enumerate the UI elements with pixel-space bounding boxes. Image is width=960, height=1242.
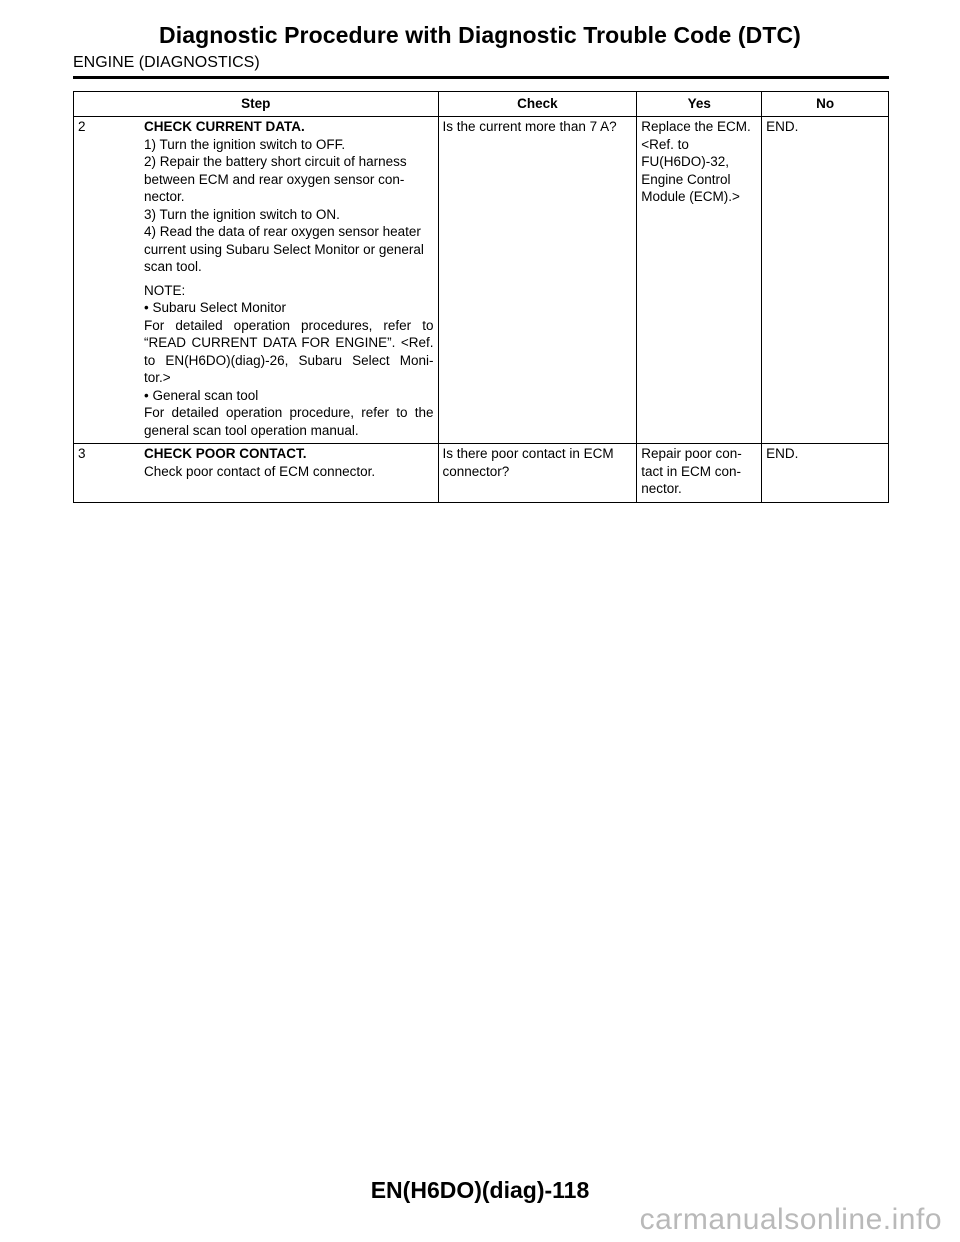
instruction: 4) Read the data of rear oxygen sensor heater current using Subaru Select Monitor or general scan tool. bbox=[144, 224, 424, 274]
column-header-check: Check bbox=[438, 92, 637, 117]
instruction: 1) Turn the ignition switch to OFF. bbox=[144, 136, 346, 152]
page-number: EN(H6DO)(diag)-118 bbox=[370, 1177, 590, 1203]
column-header-yes: Yes bbox=[637, 92, 762, 117]
table-row bbox=[74, 444, 889, 503]
note-item: • General scan tool bbox=[144, 387, 259, 403]
instruction: 2) Repair the battery short circuit of harness between ECM and rear oxygen sensor con-nector. bbox=[144, 154, 407, 204]
section-subtitle: ENGINE (DIAGNOSTICS) bbox=[73, 54, 260, 71]
step-cell bbox=[74, 444, 439, 503]
table-header-row bbox=[74, 92, 889, 117]
step-number: 2 bbox=[78, 119, 86, 134]
step-number: 3 bbox=[78, 446, 86, 461]
note-item: • Subaru Select Monitor bbox=[144, 300, 287, 315]
instruction: Check poor contact of ECM connector. bbox=[144, 463, 376, 479]
step-cell bbox=[74, 117, 439, 444]
table-row bbox=[74, 117, 889, 444]
page-title: Diagnostic Procedure with Diagnostic Trouble Code (DTC) bbox=[159, 22, 801, 48]
step-title: CHECK CURRENT DATA. bbox=[144, 119, 305, 134]
no-cell: END. bbox=[762, 117, 889, 444]
step-title: CHECK POOR CONTACT. bbox=[144, 446, 307, 461]
note-item: For detailed operation procedure, refer to the general scan tool operation manual. bbox=[144, 405, 434, 438]
check-cell: Is there poor contact in ECM connector? bbox=[438, 444, 637, 503]
no-cell: END. bbox=[762, 444, 889, 503]
note-item: For detailed operation procedures, refer to “READ CURRENT DATA FOR ENGINE”. <Ref. to EN(H6DO)(diag)-26, Subaru Select Moni-tor.> bbox=[144, 317, 434, 385]
watermark: carmanualsonline.info bbox=[639, 1203, 942, 1236]
note-label: NOTE: bbox=[144, 282, 186, 298]
yes-cell: Repair poor con-tact in ECM con-nector. bbox=[637, 444, 762, 503]
header-rule bbox=[73, 76, 889, 79]
column-header-no: No bbox=[762, 92, 889, 117]
yes-cell: Replace the ECM. <Ref. to FU(H6DO)-32, Engine Control Module (ECM).> bbox=[637, 117, 762, 444]
check-cell: Is the current more than 7 A? bbox=[438, 117, 637, 444]
column-header-step: Step bbox=[74, 92, 439, 117]
instruction: 3) Turn the ignition switch to ON. bbox=[144, 206, 340, 222]
diagnostic-table bbox=[73, 91, 889, 503]
